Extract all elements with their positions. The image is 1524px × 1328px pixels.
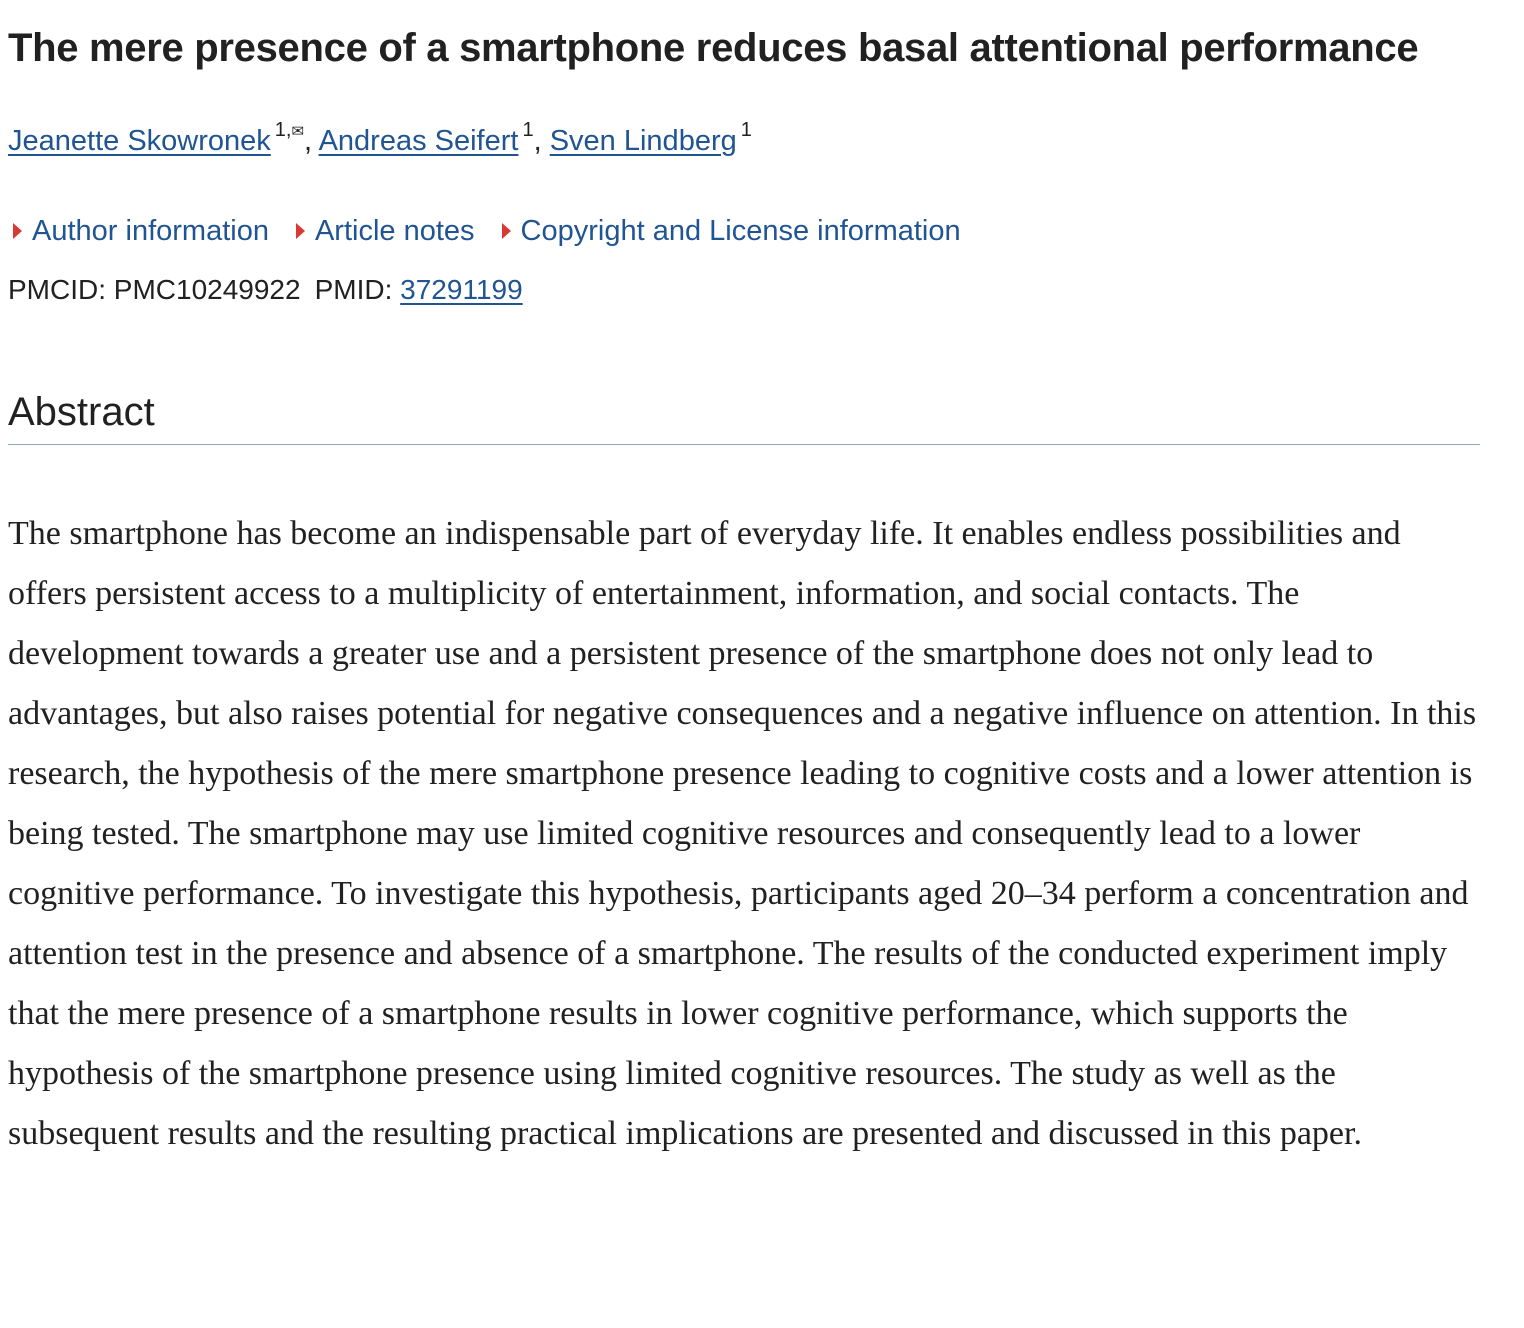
article-title: The mere presence of a smartphone reduces basal attentional performance [8, 26, 1419, 70]
pmid-link[interactable]: 37291199 [400, 274, 523, 305]
pmcid-value: PMC10249922 [113, 274, 301, 305]
caret-right-icon [502, 223, 511, 239]
article-notes-label: Article notes [314, 215, 475, 247]
envelope-icon[interactable]: ✉ [291, 123, 305, 140]
author-link-lindberg[interactable]: Sven Lindberg [549, 125, 737, 157]
author-information-label: Author information [32, 215, 269, 247]
abstract-text: The smartphone has become an indispensable part of everyday life. It enables endless possibilities and offers persistent access to a multiplicity of entertainment, information, and social contacts. The development towards a greater use and a persistent presence of the smartphone does not only lead to advantages, but also raises potential for negative consequences and a negative influence on attention. In this research, the hypothesis of the mere smartphone presence leading to cognitive costs and a lower attention is being tested. The smartphone may use limited cognitive resources and consequently lead to a lower cognitive performance. To investigate this hypothesis, participants aged 20–34 perform a concentration and attention test in the presence and absence of a smartphone. The results of the conducted experiment imply that the mere presence of a smartphone results in lower cognitive performance, which supports the hypothesis of the smartphone presence using limited cognitive resources. The study as well as the subsequent results and the resulting practical implications are presented and discussed in this paper. [8, 515, 1477, 1152]
pmcid-label: PMCID: [8, 274, 106, 305]
copyright-license-toggle[interactable] [497, 211, 961, 251]
caret-right-icon [13, 223, 22, 239]
caret-right-icon [296, 223, 305, 239]
author-affiliation-sup: 1 [740, 119, 752, 141]
affiliation-number: 1, [274, 119, 292, 141]
author-separator: , [533, 125, 550, 157]
article-identifiers [8, 270, 1480, 310]
article-page [8, 0, 1480, 1198]
abstract-heading: Abstract [8, 388, 1480, 445]
author-affiliation-sup [275, 119, 304, 141]
author-link-seifert[interactable]: Andreas Seifert [318, 125, 519, 157]
copyright-license-label: Copyright and License information [520, 215, 961, 247]
author-affiliation-sup: 1 [522, 119, 534, 141]
author-list [8, 121, 1480, 161]
article-meta-links [8, 211, 1480, 251]
author-link-skowronek[interactable]: Jeanette Skowronek [8, 125, 271, 157]
author-separator: , [304, 125, 319, 157]
article-notes-toggle[interactable] [291, 211, 475, 251]
pmid-label: PMID: [314, 274, 393, 305]
author-information-toggle[interactable] [8, 211, 269, 251]
